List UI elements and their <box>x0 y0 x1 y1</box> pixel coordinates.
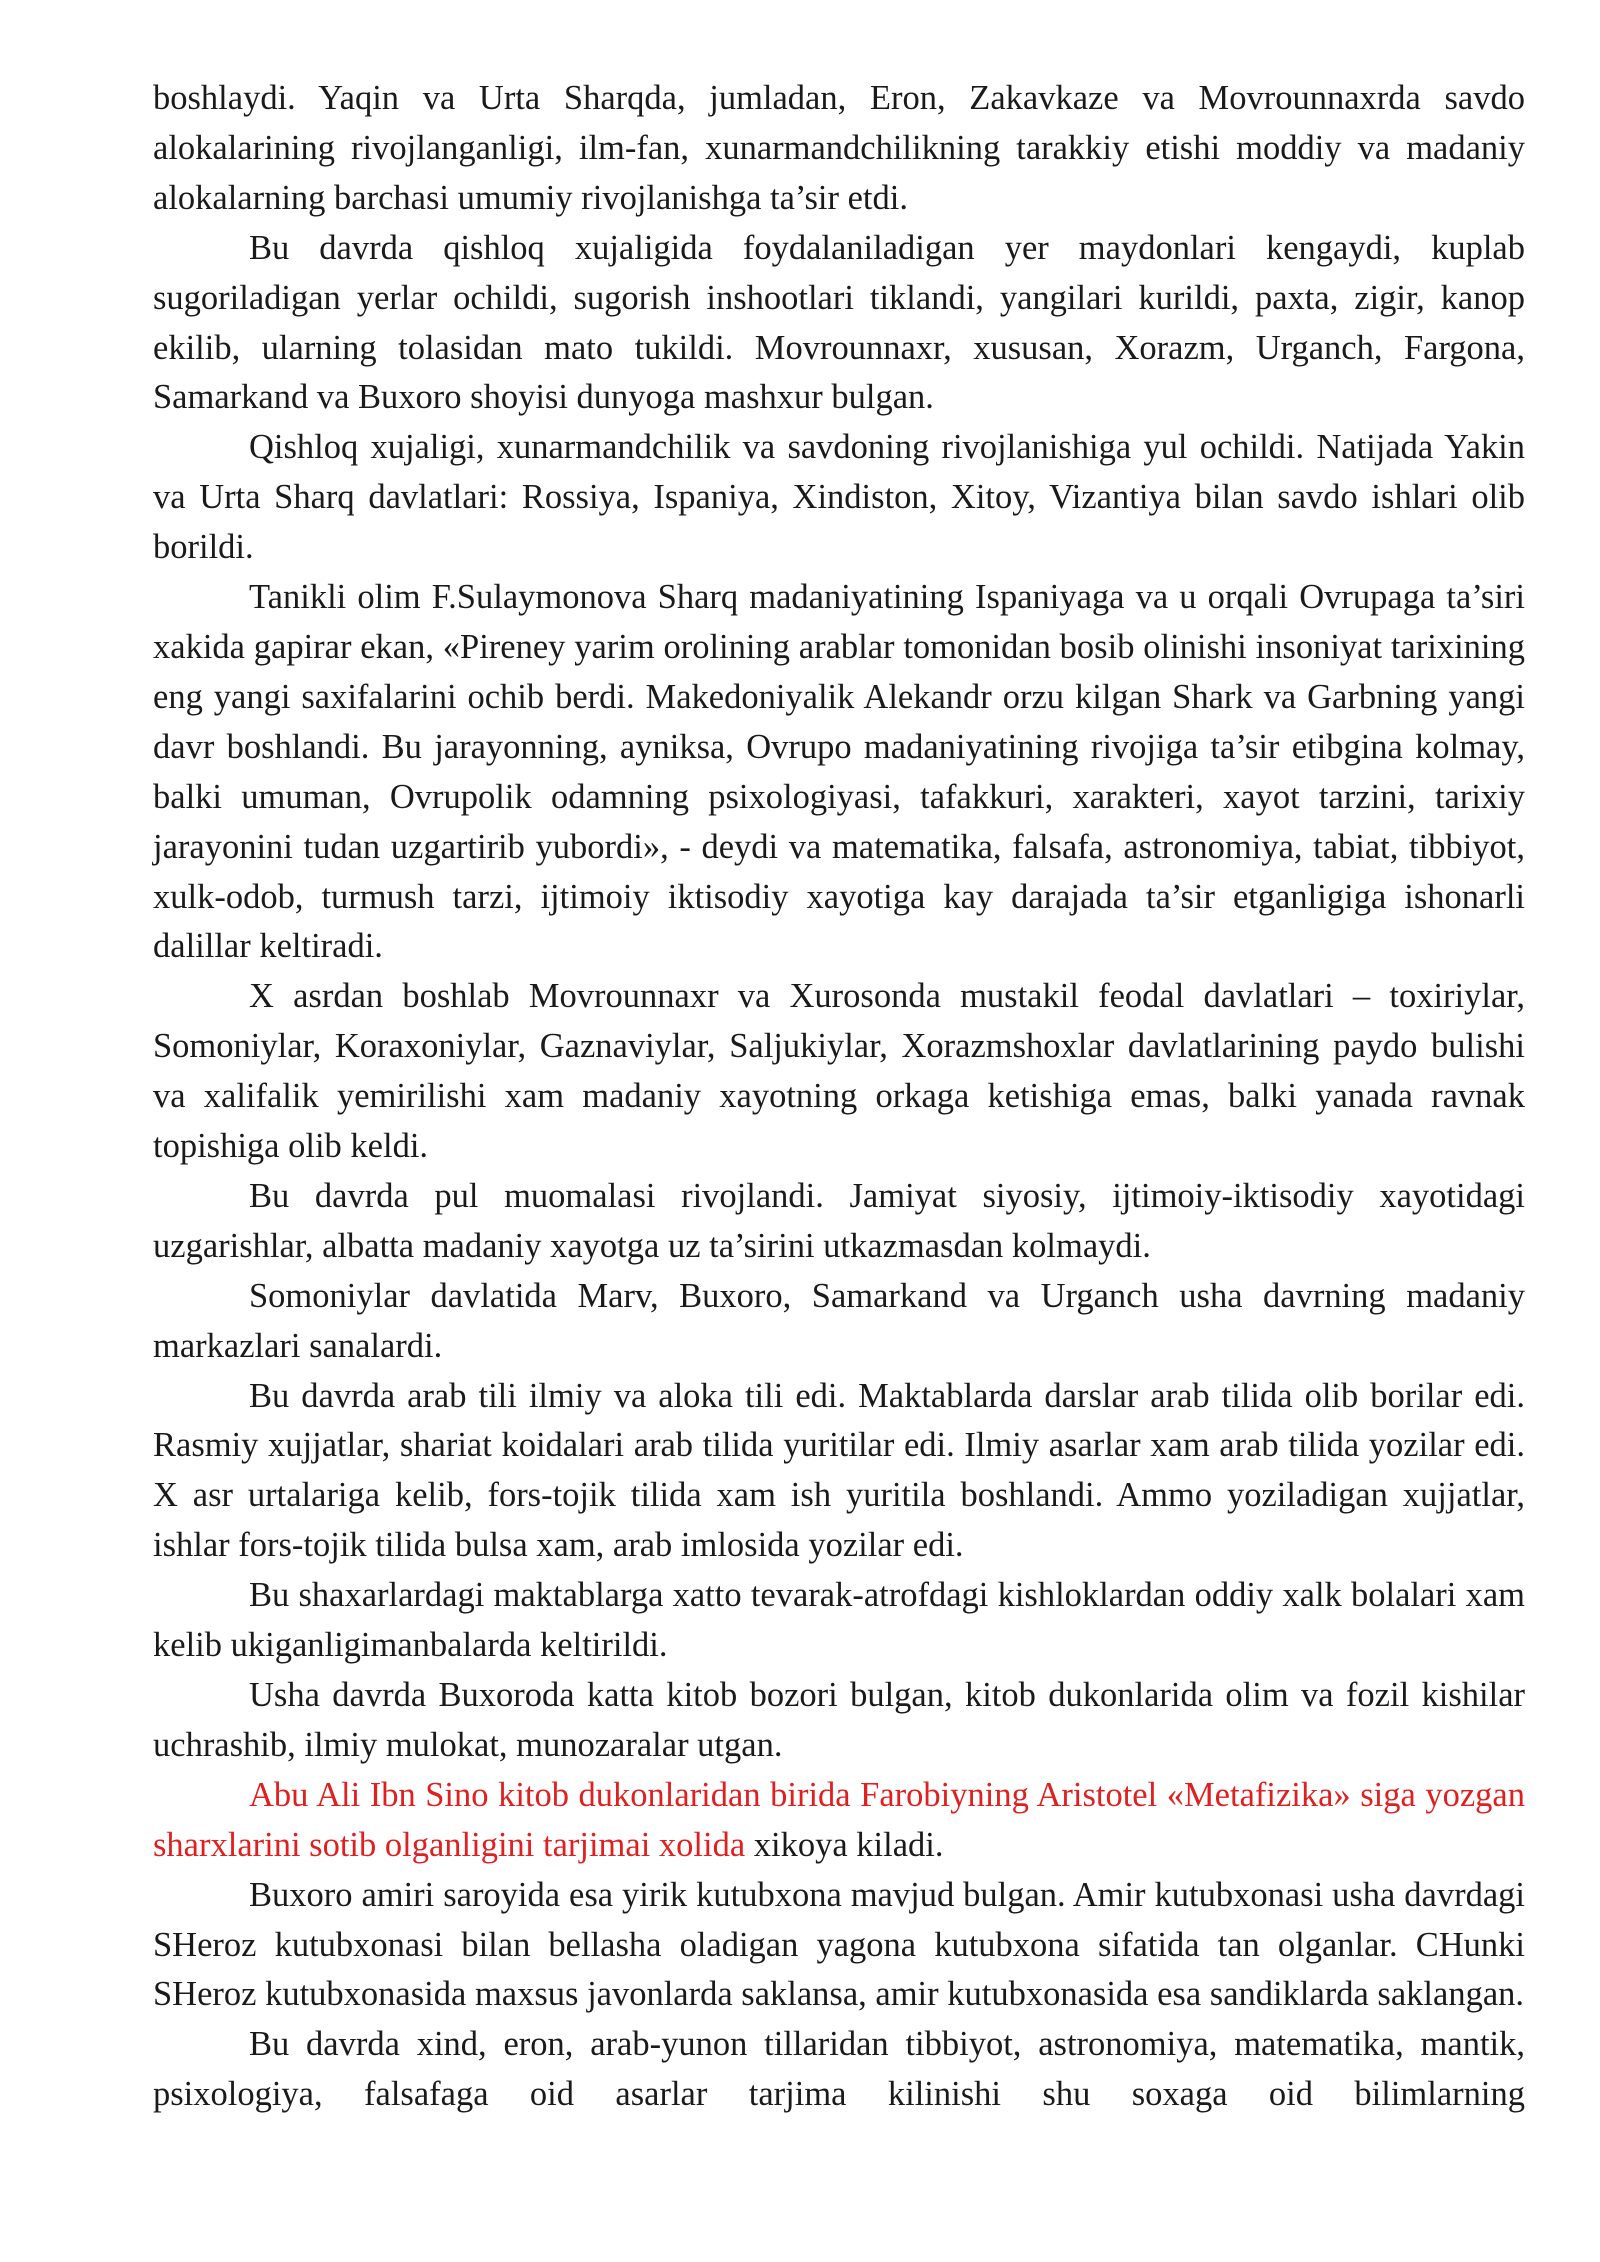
paragraph-2: Bu davrda qishloq xujaligida foydalaniladigan yer maydonlari kengaydi, kuplab sugoriladigan yerlar ochildi, sugorish inshootlari tiklandi, yangilari kurildi, paxta, zigir, kanop ekilib, ularning tolasidan mato tukildi. Movrounnaxr, xususan, Xorazm, Urganch, Fargona, Samarkand va Buxoro shoyisi dunyoga mashxur bulgan. <box>153 228 1525 417</box>
paragraph-8: Bu davrda arab tili ilmiy va aloka tili edi. Maktablarda darslar arab tilida olib borilar edi. Rasmiy xujjatlar, shariat koidalari arab tilida yuritilar edi. Ilmiy asarlar xam arab tilida yozilar edi. X asr urtalariga kelib, fors-tojik tilida xam ish yuritila boshlandi. Ammo yoziladigan xujjatlar, ishlar fors-tojik tilida bulsa xam, arab imlosida yozilar edi. <box>153 1376 1525 1565</box>
paragraph-13: Bu davrda xind, eron, arab-yunon tillaridan tibbiyot, astronomiya, matematika, mantik, psixologiya, falsafaga oid asarlar tarjima kilinishi shu soxaga oid bilimlarning <box>153 2025 1525 2114</box>
paragraph-11-tail: xikoya kiladi. <box>745 1825 944 1864</box>
paragraph-12: Buxoro amiri saroyida esa yirik kutubxona mavjud bulgan. Amir kutubxonasi usha davrdagi SHeroz kutubxonasi bilan bellasha oladigan yagona kutubxona sifatida tan olganlar. CHunki SHeroz kutubxonasida maxsus javonlarda saklansa, amir kutubxonasida esa sandiklarda saklangan. <box>153 1875 1525 2014</box>
paragraph-9: Bu shaxarlardagi maktablarga xatto tevarak-atrofdagi kishloklardan oddiy xalk bolalari xam kelib ukiganligimanbalarda keltirildi. <box>153 1576 1525 1665</box>
document-page <box>153 74 1525 2120</box>
paragraph-1: boshlaydi. Yaqin va Urta Sharqda, jumladan, Eron, Zakavkaze va Movrounnaxrda savdo alokalarining rivojlanganligi, ilm-fan, xunarmandchilikning tarakkiy etishi moddiy va madaniy alokalarning barchasi umumiy rivojlanishga ta’sir etdi. <box>153 79 1525 217</box>
paragraph-10: Usha davrda Buxoroda katta kitob bozori bulgan, kitob dukonlarida olim va fozil kishilar uchrashib, ilmiy mulokat, munozaralar utgan. <box>153 1676 1525 1764</box>
paragraph-5: X asrdan boshlab Movrounnaxr va Xurosonda mustakil feodal davlatlari – toxiriylar, Somoniylar, Koraxoniylar, Gaznaviylar, Saljukiylar, Xorazmshoxlar davlatlarining paydo bulishi va xalifalik yemirilishi xam madaniy xayotning orkaga ketishiga emas, balki yanada ravnak topishiga olib keldi. <box>153 977 1525 1166</box>
paragraph-3: Qishloq xujaligi, xunarmandchilik va savdoning rivojlanishiga yul ochildi. Natijada Yakin va Urta Sharq davlatlari: Rossiya, Ispaniya, Xindiston, Xitoy, Vizantiya bilan savdo ishlari olib borildi. <box>153 428 1525 567</box>
paragraph-6: Bu davrda pul muomalasi rivojlandi. Jamiyat siyosiy, ijtimoiy-iktisodiy xayotidagi uzgarishlar, albatta madaniy xayotga uz ta’sirini utkazmasdan kolmaydi. <box>153 1176 1525 1265</box>
paragraph-7: Somoniylar davlatida Marv, Buxoro, Samarkand va Urganch usha davrning madaniy markazlari sanalardi. <box>153 1276 1525 1365</box>
paragraph-11 <box>153 1771 1525 1871</box>
highlighted-text: Abu Ali Ibn Sino kitob dukonlaridan birida Farobiyning Aristotel «Metafizika» siga yozgan sharxlarini sotib olganligini tarjimai xolida <box>153 1775 1525 1864</box>
paragraph-4: Tanikli olim F.Sulaymonova Sharq madaniyatining Ispaniyaga va u orqali Ovrupaga ta’siri xakida gapirar ekan, «Pireney yarim orolining arablar tomonidan bosib olinishi insoniyat tarixining eng yangi saxifalarini ochib berdi. Makedoniyalik Alekandr orzu kilgan Shark va Garbning yangi davr boshlandi. Bu jarayonning, ayniksa, Ovrupo madaniyatining rivojiga ta’sir etibgina kolmay, balki umuman, Ovrupolik odamning psixologiyasi, tafakkuri, xarakteri, xayot tarzini, tarixiy jarayonini tudan uzgartirib yubordi», - deydi va matematika, falsafa, astronomiya, tabiat, tibbiyot, xulk-odob, turmush tarzi, ijtimoiy iktisodiy xayotiga kay darajada ta’sir etganligiga ishonarli dalillar keltiradi. <box>153 578 1525 966</box>
